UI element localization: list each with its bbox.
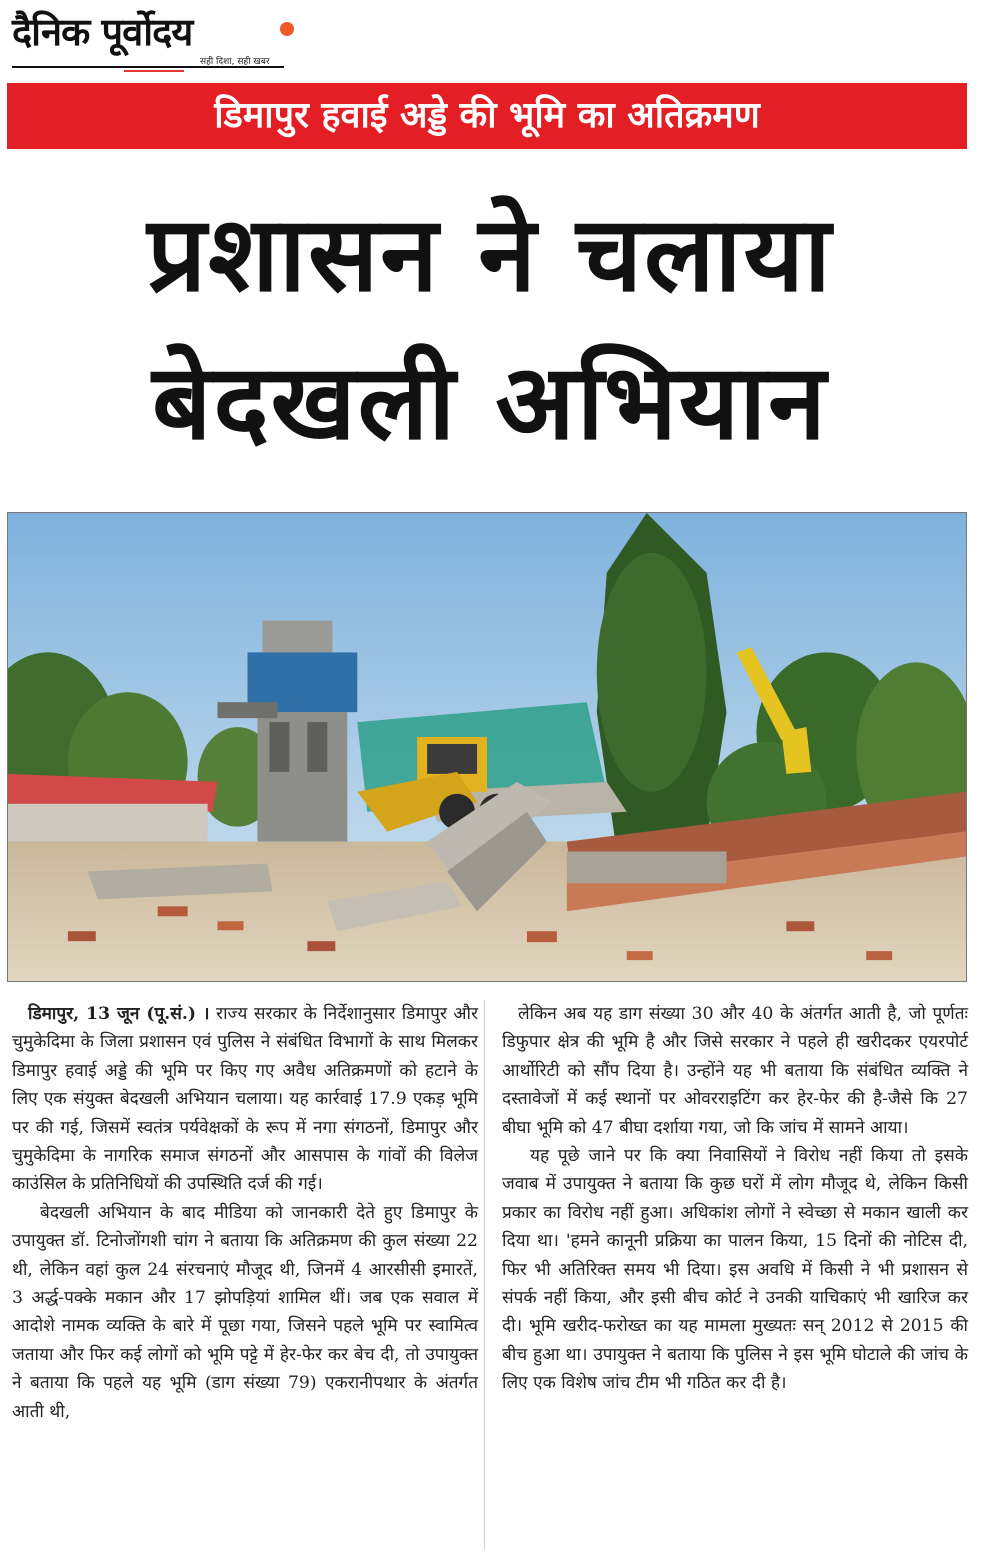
masthead (12, 10, 284, 72)
masthead-title: दैनिक पूर्वोदय (12, 9, 193, 54)
dateline: डिमापुर, 13 जून (पू.सं.) । (28, 1004, 210, 1024)
article-paragraph: बेदखली अभियान के बाद मीडिया को जानकारी देते हुए डिमापुर के उपायुक्त डॉ. टिनोजोंगशी चांग ने बताया कि अतिक्रमण की कुल संख्या 22 थी, लेकिन वहां कुल 24 संरचनाएं मौजूद थी, जिनमें 4 आरसीसी इमारतें, 3 अर्द्ध-पक्के मकान और 17 झोपड़ियां शामिल थीं। जब एक सवाल में आदोशे नामक व्यक्ति के बारे में पूछा गया, जिसने पहले भूमि पर स्वामित्व जताया और फिर कई लोगों को भूमि पट्टे में हेर-फेर कर बेच दी, तो उपायुक्त ने बताया कि पहले यह भूमि (डाग संख्या 79) एकरानीपथार के अंतर्गत आती थी, (12, 1202, 478, 1422)
headline (20, 180, 960, 476)
news-photo (7, 512, 967, 982)
headline-line-2: बेदखली अभियान (152, 340, 828, 463)
article-paragraph (12, 1000, 478, 1199)
kicker-banner: डिमापुर हवाई अड्डे की भूमि का अतिक्रमण (7, 83, 967, 149)
article-column-left (12, 1000, 478, 1426)
demolition-site-photo (8, 513, 966, 981)
article-paragraph: यह पूछे जाने पर कि क्या निवासियों ने विरोध नहीं किया तो इसके जवाब में उपायुक्त ने बताया कि कुछ घरों में लोग मौजूद थे, लेकिन किसी प्रकार का विरोध नहीं हुआ। अधिकांश लोगों ने स्वेच्छा से मकान खाली कर दिया था। 'हमने कानूनी प्रक्रिया का पालन किया, 15 दिनों की नोटिस दी, फिर भी अतिरिक्त समय भी दिया। इस अवधि में किसी ने भी प्रशासन से संपर्क नहीं किया, और इसी बीच कोर्ट ने उनकी याचिकाएं भी खारिज कर दी। भूमि खरीद-फरोख्त का यह मामला मुख्यतः सन् 2012 से 2015 की बीच हुआ था। उपायुक्त ने बताया कि पुलिस ने इस भूमि घोटाले की जांच के लिए एक विशेष जांच टीम भी गठित कर दी है। (502, 1146, 968, 1394)
logo-dot-icon (280, 22, 294, 36)
masthead-red-line (124, 70, 184, 72)
article-paragraph-text: राज्य सरकार के निर्देशानुसार डिमापुर और चुमुकेदिमा के जिला प्रशासन एवं पुलिस ने संबंधित विभागों के साथ मिलकर डिमापुर हवाई अड्डे की भूमि पर किए गए अवैध अतिक्रमणों को हटाने के लिए एक संयुक्त बेदखली अभियान चलाया। यह कार्रवाई 17.9 एकड़ भूमि पर की गई, जिसमें स्वतंत्र पर्यवेक्षकों के रूप में नगा संगठनों, डिमापुर और चुमुकेदिमा के नागरिक समाज संगठनों और आसपास के गांवों की विलेज काउंसिल के प्रतिनिधियों की उपस्थिति दर्ज की गई। (12, 1004, 478, 1195)
article-column-right (502, 1000, 968, 1398)
masthead-tagline: सही दिशा, सही खबर (200, 57, 270, 67)
column-divider (484, 1000, 485, 1550)
article-paragraph: लेकिन अब यह डाग संख्या 30 और 40 के अंतर्गत आती है, जो पूर्णतः डिफुपार क्षेत्र की भूमि है और जिसे सरकार ने पहले ही खरीदकर एयरपोर्ट आर्थोरिटी को सौंप दिया है। उन्होंने यह भी बताया कि संबंधित व्यक्ति ने दस्तावेजों में कई स्थानों पर ओवरराइटिंग कर हेर-फेर की है-जैसे कि 27 बीघा भूमि को 47 बीघा दर्शाया गया, जो कि जांच में सामने आया। (502, 1004, 968, 1138)
headline-line-1: प्रशासन ने चलाया (147, 192, 833, 315)
